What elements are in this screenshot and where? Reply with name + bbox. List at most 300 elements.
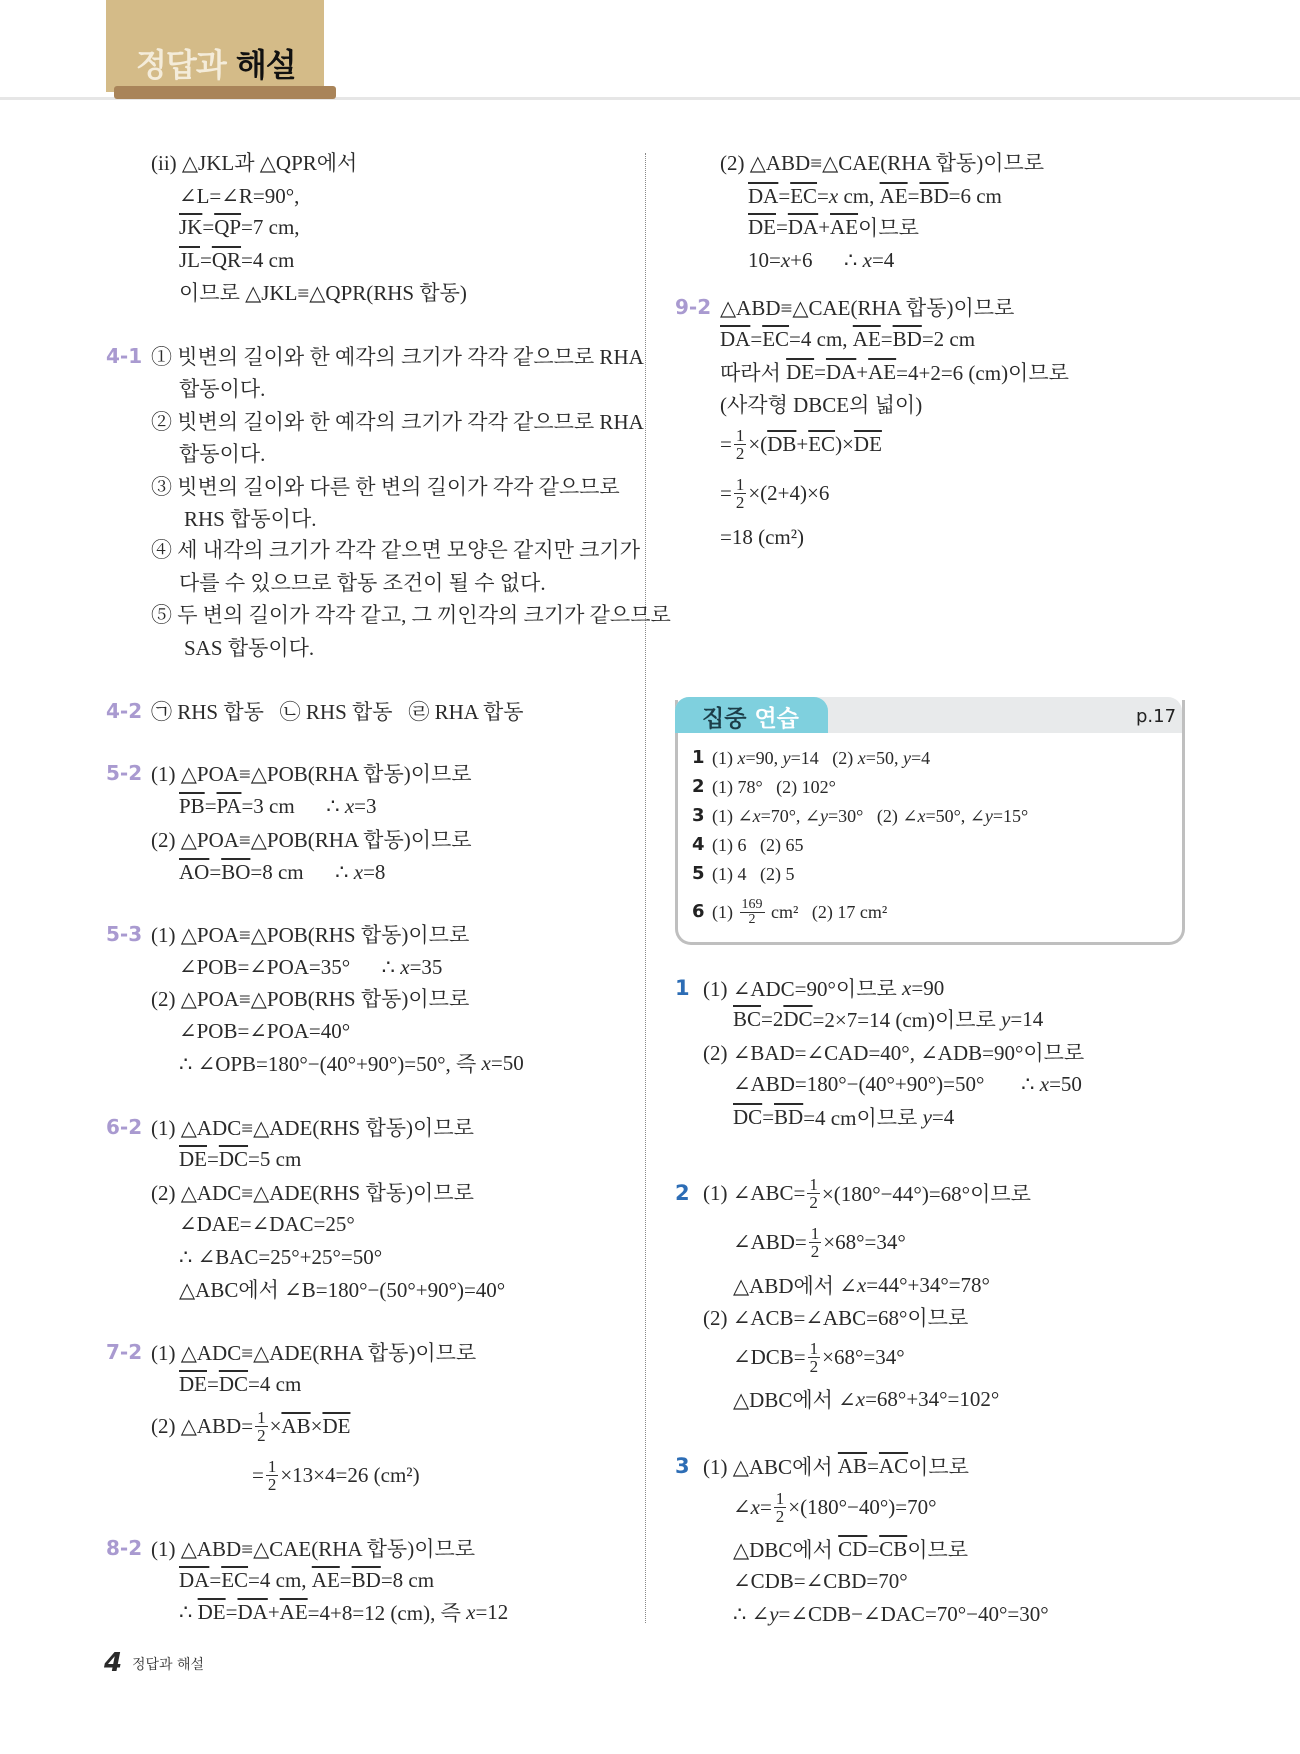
answer-line [703,1451,969,1481]
text-run: 이므로 △JKL≡△QPR(RHS 합동) [179,281,467,305]
text-run: =70°, ∠ [760,805,821,826]
text-run: (1) △ADC≡△ADE(RHA 합동)이므로 [151,1341,477,1365]
segment-label: $\overline{DA}$ [787,214,819,239]
variable: x [780,247,791,272]
text-run: +6 ∴ [790,247,863,272]
numerator: 1 [810,1223,820,1243]
variable: y [820,805,829,826]
text-run: =4 cm, [248,1567,312,1592]
text-run: ∠POB=∠POA=35° ∴ [179,954,401,979]
numerator: 1 [735,425,745,445]
variable: x [1039,1071,1050,1096]
text-run: =4 [910,747,931,768]
answer-line [733,1488,937,1526]
denominator: 2 [809,1192,818,1212]
problem-label: 9-2 [675,295,712,319]
text-run: (1) ∠ABC= [703,1180,806,1205]
answer-line [733,1004,1043,1034]
variable: x [862,247,872,272]
answer-line [720,522,804,552]
answer-line [151,341,644,371]
answer-line [179,952,442,982]
text-run: =5 cm [248,1146,302,1171]
answer-line [179,1048,524,1078]
text-run: (2) △ABD= [151,1413,254,1438]
text-run: 따라서 [720,361,787,385]
text-run: (1) △POA≡△POB(RHS 합동)이므로 [151,923,470,947]
problem-label: 7-2 [106,1340,143,1364]
answer-line [179,277,467,307]
title-part: 해설 [235,46,296,84]
segment-label: $\overline{AB}$ [837,1453,868,1478]
segment-label: $\overline{JL}$ [179,247,200,272]
text-run: =50 [1049,1071,1082,1096]
problem-label: 2 [675,1181,690,1205]
text-run: =4+8=12 (cm), 즉 [307,1601,467,1625]
segment-label: $\overline{BD}$ [774,1104,804,1129]
text-run: = [759,1494,772,1519]
practice-num: 3 [692,805,705,826]
text-run: 합동이다. [179,442,266,466]
answer-line [179,245,294,275]
variable: x [902,975,912,1000]
segment-label: $\overline{DE}$ [197,1599,226,1624]
fraction [808,1340,821,1375]
answer-line [733,1599,1049,1629]
text-run: cm² (2) 17 cm² [766,901,888,922]
text-run: = [225,1599,238,1624]
text-run: )× [835,431,854,456]
variable: y [902,747,911,768]
text-run: 이므로 [858,216,919,240]
text-run: ∴ [179,1599,198,1624]
column-divider [645,153,646,1623]
text-run: =4 cm, [789,326,853,351]
text-run: ×(180°−40°)=70° [788,1494,937,1519]
numerator: 1 [267,1456,277,1476]
text-run: = [817,183,829,208]
text-run: =50, [865,747,903,768]
problem-label: 3 [675,1454,690,1478]
text-run: ∠ABD=180°−(40°+90°)=50° ∴ [733,1071,1040,1096]
practice-num: 2 [692,776,705,797]
answer-line [179,1274,505,1304]
segment-label: $\overline{PB}$ [179,793,205,818]
answer-line [179,1565,434,1595]
segment-label: $\overline{BO}$ [221,859,251,884]
text-run: =4 cm [241,247,295,272]
answer-line [179,857,385,887]
text-run: ×68°=34° [823,1229,906,1254]
text-run: =4 cm [248,1371,302,1396]
text-run: (2) △POA≡△POB(RHS 합동)이므로 [151,987,470,1011]
variable: y [782,747,791,768]
text-run: ㉠ RHS 합동 ㉡ RHS 합동 ㉣ RHA 합동 [151,700,524,724]
text-run: SAS 합동이다. [184,636,315,660]
text-run: =4 [931,1104,955,1129]
variable: x [353,859,364,884]
segment-label: $\overline{DE}$ [179,1371,207,1396]
segment-label: $\overline{JK}$ [179,214,203,239]
answer-line [179,1369,301,1399]
segment-label: $\overline{AE}$ [830,214,859,239]
practice-title [702,700,799,733]
segment-label: $\overline{AE}$ [279,1599,308,1624]
text-run: (1) 4 (2) 5 [712,863,795,884]
text-run: = [202,214,215,239]
text-run: ∠ABD= [733,1229,807,1254]
answer-line [720,425,882,463]
answer-line [748,181,1002,211]
segment-label: $\overline{PA}$ [216,793,242,818]
fraction [266,1458,279,1493]
practice-num: 4 [692,834,705,855]
segment-label: $\overline{DE}$ [179,1146,207,1171]
segment-label: $\overline{EC}$ [790,183,818,208]
fraction [734,427,747,462]
answer-line [703,1037,1084,1067]
answer-line [179,212,300,242]
answer-line [733,1223,906,1261]
segment-label: $\overline{EC}$ [221,1567,249,1592]
segment-label: $\overline{DE}$ [322,1413,351,1438]
text-run: (1) [712,901,738,922]
text-run: = [720,431,732,456]
text-run: (1) ∠ [712,805,753,826]
practice-answer [712,775,836,799]
variable: x [737,747,746,768]
answer-line [720,357,1069,387]
problem-label: 6-2 [106,1115,143,1139]
segment-label: $\overline{DC}$ [218,1146,249,1171]
answer-line [720,324,975,354]
variable: x [750,1494,760,1519]
text-run: =3 [354,793,377,818]
problem-label: 8-2 [106,1536,143,1560]
answer-line [733,1102,954,1132]
text-run: = [209,1567,222,1592]
text-run: = [720,480,732,505]
text-run: =18 (cm²) [720,524,805,549]
text-run: (2) △POA≡△POB(RHA 합동)이므로 [151,828,472,852]
answer-line [179,181,299,211]
text-run: (1) 78° (2) 102° [712,776,836,797]
text-run: =90, [745,747,783,768]
text-run: =2×7=14 (cm)이므로 [812,1008,1002,1032]
text-run: △DBC에서 ∠ [733,1388,856,1412]
practice-answer [712,862,794,886]
answer-line [733,1384,999,1414]
text-run: 이므로 [908,1455,969,1479]
variable: x [344,793,355,818]
text-run: =15° [992,805,1029,826]
text-run: = [207,1146,219,1171]
text-run: = [207,1371,219,1396]
text-run: =6 cm [948,183,1002,208]
segment-label: $\overline{QR}$ [211,247,242,272]
answer-line [179,1209,355,1239]
text-run: =8 cm [380,1567,435,1592]
text-run: 다를 수 있으므로 합동 조건이 될 수 없다. [179,571,546,595]
text-run: = [907,183,920,208]
text-run: =3 cm ∴ [241,793,345,818]
variable: x [466,1599,476,1624]
text-run: =4 [871,247,895,272]
segment-label: $\overline{QP}$ [214,214,242,239]
text-run: =50°, ∠ [925,805,985,826]
problem-label: 4-2 [106,699,143,723]
practice-answer [712,896,888,927]
answer-line [151,1177,474,1207]
segment-label: $\overline{AC}$ [878,1453,909,1478]
text-run: ① 빗변의 길이와 한 예각의 크기가 각각 같으므로 RHA [151,345,644,369]
text-run: ×( [748,431,768,456]
text-run: 10= [748,247,781,272]
text-run: ×(2+4)×6 [748,480,830,505]
text-run: =4+2=6 (cm)이므로 [896,361,1069,385]
segment-label: $\overline{DE}$ [853,431,882,456]
text-run: =50 [490,1050,524,1075]
answer-line [720,389,922,419]
answer-line [733,1338,905,1376]
text-run: (1) △ABC에서 [703,1455,838,1479]
text-run: =44°+34°=78° [866,1272,990,1297]
segment-label: $\overline{DA}$ [748,183,779,208]
answer-line [151,1112,474,1142]
text-run: (2) △ADC≡△ADE(RHS 합동)이므로 [151,1181,474,1205]
segment-label: $\overline{AB}$ [281,1413,311,1438]
variable: x [855,1386,866,1411]
segment-label: $\overline{DA}$ [179,1567,210,1592]
answer-line [720,292,1014,322]
text-run: (2) △ABD≡△CAE(RHA 합동)이므로 [720,151,1045,175]
text-run: + [267,1599,280,1624]
segment-label: $\overline{BD}$ [892,326,922,351]
page-number: 4 [104,1648,123,1678]
segment-label: $\overline{AE}$ [311,1567,340,1592]
footer-title: 정답과 해설 [132,1657,205,1673]
answer-line [179,1597,508,1627]
segment-label: $\overline{DA}$ [237,1599,268,1624]
answer-line [252,1456,420,1494]
fraction [255,1409,268,1444]
text-run: (사각형 DBCE의 넓이) [720,393,923,417]
practice-answer [712,746,930,770]
numerator: 1 [735,474,745,494]
practice-answer [712,833,803,857]
variable: x [856,1272,867,1297]
text-run: ③ 빗변의 길이와 다른 한 변의 길이가 각각 같으므로 [151,475,620,499]
text-run: △DBC에서 [733,1538,839,1562]
problem-label: 4-1 [106,344,143,368]
segment-label: $\overline{EC}$ [808,431,836,456]
text-run: (1) 6 (2) 65 [712,834,804,855]
answer-line [151,919,469,949]
denominator: 2 [748,911,756,927]
numerator: 1 [775,1488,785,1508]
answer-line [151,696,524,726]
text-run: ∠DAE=∠DAC=25° [179,1211,355,1236]
fraction [774,1490,787,1525]
answer-line [179,567,546,597]
numerator: 169 [741,896,763,912]
segment-label: $\overline{AE}$ [879,183,908,208]
answer-line [720,474,830,512]
text-run: ∴ ∠ [733,1601,770,1626]
text-run: =2 cm [921,326,976,351]
text-run: =4 cm이므로 [803,1106,923,1130]
fraction [807,1176,820,1211]
segment-label: $\overline{AE}$ [868,359,897,384]
answer-line [179,438,265,468]
answer-line [184,503,317,533]
text-run: ×13×4=26 (cm²) [280,1462,420,1487]
text-run: ∠L=∠R=90°, [179,183,300,208]
header-tab-bar [114,86,336,99]
text-run: ∴ ∠OPB=180°−(40°+90°)=50°, 즉 [179,1052,482,1076]
segment-label: $\overline{BD}$ [351,1567,381,1592]
text-run: = [867,1453,879,1478]
variable: x [481,1050,491,1075]
text-run: =35 [409,954,443,979]
answer-line [151,406,644,436]
fraction [809,1225,822,1260]
text-run: 합동이다. [179,377,266,401]
text-run: = [778,183,791,208]
segment-label: $\overline{DC}$ [783,1006,813,1031]
answer-line [733,1069,1082,1099]
answer-line [748,212,919,242]
text-run: (2) ∠BAD=∠CAD=40°, ∠ADB=90°이므로 [703,1041,1085,1065]
variable: y [769,1601,779,1626]
text-run: = [880,326,893,351]
text-run: ∠ [733,1494,751,1519]
text-run: = [762,1104,775,1129]
answer-line [179,791,376,821]
title-part: 집중 [702,706,747,732]
text-run: =14 (2) [790,747,858,768]
text-run: = [200,247,212,272]
answer-line [151,147,357,177]
problem-label: 5-3 [106,922,143,946]
segment-label: $\overline{DC}$ [733,1104,763,1129]
text-run: + [796,431,809,456]
text-run: ② 빗변의 길이와 한 예각의 크기가 각각 같으므로 RHA [151,410,644,434]
answer-line [733,1534,968,1564]
segment-label: $\overline{CB}$ [879,1536,908,1561]
text-run: =14 [1010,1006,1044,1031]
numerator: 1 [809,1174,818,1194]
numerator: 1 [809,1338,819,1358]
answer-line [720,147,1044,177]
text-run: =8 cm ∴ [250,859,354,884]
answer-line [151,1337,476,1367]
text-run: ⑤ 두 변의 길이가 각각 같고, 그 끼인각의 크기가 같으므로 [151,603,671,627]
variable: x [400,954,410,979]
answer-line [151,1407,351,1445]
answer-line [733,1566,908,1596]
text-run: =90 [911,975,945,1000]
variable: x [752,805,761,826]
text-run: ×(180°−44°)=68°이므로 [821,1182,1031,1206]
text-run: = [867,1536,880,1561]
answer-line [179,1016,350,1046]
answer-line [151,824,472,854]
text-run: = [204,793,217,818]
answer-line [179,1144,301,1174]
text-run: (1) ∠ADC=90°이므로 [703,977,903,1001]
text-run: △ABC에서 ∠B=180°−(50°+90°)=40° [179,1278,506,1302]
text-run: =8 [363,859,386,884]
text-run: △ABD≡△CAE(RHA 합동)이므로 [720,296,1015,320]
title-part: 정답과 [136,46,226,84]
variable: x [828,183,839,208]
answer-line [151,983,469,1013]
denominator: 2 [810,1241,820,1261]
denominator: 2 [775,1506,785,1526]
answer-line [179,373,265,403]
segment-label: $\overline{DE}$ [748,214,776,239]
text-run: ∠POB=∠POA=40° [179,1018,351,1043]
answer-line [733,1270,990,1300]
text-run: (1) [712,747,738,768]
segment-label: $\overline{DA}$ [720,326,751,351]
practice-num: 1 [692,747,705,768]
segment-label: $\overline{AO}$ [179,859,210,884]
text-run: × [310,1413,323,1438]
fraction [740,898,765,927]
text-run: =68°+34°=102° [865,1386,1000,1411]
answer-line [748,245,894,275]
answer-line [151,471,620,501]
variable: y [1001,1006,1011,1031]
variable: y [922,1104,932,1129]
text-run: =∠CDB−∠DAC=70°−40°=30° [778,1601,1049,1626]
denominator: 2 [809,1356,819,1376]
text-run: (1) △POA≡△POB(RHA 합동)이므로 [151,762,472,786]
text-run: ×68°=34° [822,1344,905,1369]
variable: x [917,805,926,826]
text-run: RHS 합동이다. [184,507,317,531]
text-run: + [856,359,869,384]
text-run: =2 [761,1006,784,1031]
numerator: 1 [257,1407,266,1427]
text-run: (1) △ADC≡△ADE(RHS 합동)이므로 [151,1116,474,1140]
answer-line [151,1533,475,1563]
text-run: = [814,359,826,384]
denominator: 2 [267,1474,277,1494]
text-run: ∴ ∠BAC=25°+25°=50° [179,1244,383,1269]
text-run: = [209,859,222,884]
title-part: 연습 [754,706,799,732]
text-run: cm, [838,183,880,208]
segment-label: $\overline{DE}$ [786,359,815,384]
text-run: + [818,214,831,239]
segment-label: $\overline{DA}$ [825,359,857,384]
denominator: 2 [257,1425,266,1445]
text-run: ∠DCB= [733,1344,806,1369]
page-title [136,40,296,86]
answer-line [703,1174,1031,1212]
text-run: =12 [475,1599,509,1624]
text-run: ∠CDB=∠CBD=70° [733,1568,908,1593]
text-run: × [269,1413,282,1438]
text-run: (ii) △JKL과 △QPR에서 [151,151,358,175]
fraction [734,476,747,511]
segment-label: $\overline{AE}$ [852,326,881,351]
practice-answer [712,804,1028,828]
text-run: (2) ∠ACB=∠ABC=68°이므로 [703,1306,969,1330]
